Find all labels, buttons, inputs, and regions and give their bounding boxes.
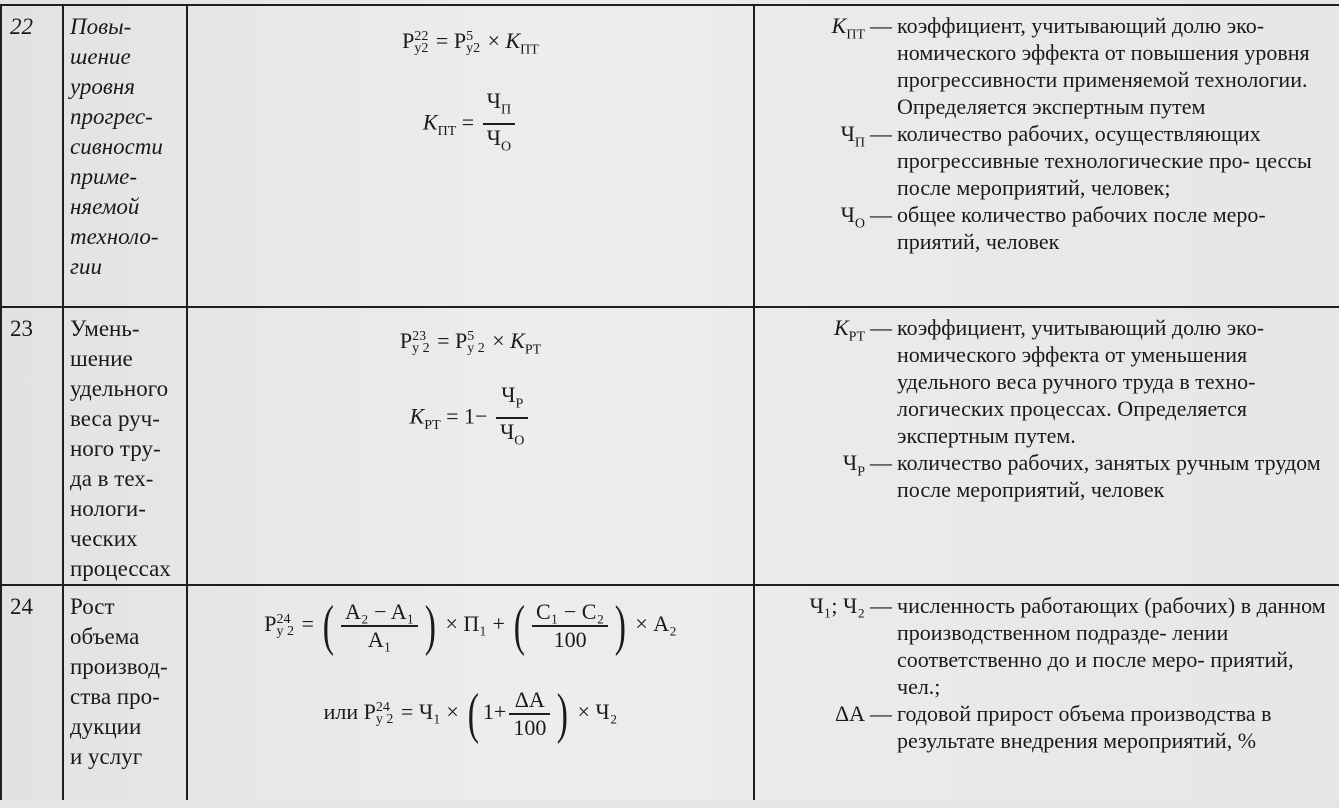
definition: $K_{ПТ}$ — коэффициент, учитывающий долю эко- номического эффекта от повышения уровня прогрессивности применяемой технологии. Определяется экспертным путем (831, 13, 1310, 119)
name-line: объема (70, 624, 140, 649)
formula-cell (187, 307, 754, 585)
formula-line: или P 24 у 2 = Ч₁ × ( 1+ $\frac{\Delta A}{100}$ ) × Ч₂ (323, 683, 618, 745)
definition: Ч₁; Ч₂ — численность работающих (рабочих) в данном производственном подразде- лении соответственно до и после меро- приятий, чел.; (809, 593, 1326, 699)
formula-table (0, 4, 1339, 804)
name-line: уровня (70, 74, 135, 99)
name-line: да в тех- (70, 466, 154, 491)
fraction: $\frac{\Delta A}{100}$ (509, 687, 550, 741)
formula-line: P 22 у2 = P 5 у2 × $K_{ПТ}$ (402, 28, 539, 58)
indicator-name (64, 6, 186, 282)
definitions-cell (754, 5, 1339, 307)
name-line: нологи- (70, 496, 146, 521)
indicator-name-cell (63, 585, 187, 803)
row-number-cell (1, 5, 63, 307)
name-line: веса руч- (70, 406, 160, 431)
name-line: приме- (70, 164, 138, 189)
row-number: 23 (10, 316, 33, 341)
formula-cell (187, 585, 754, 803)
formula-line: P 23 у 2 = P 5 у 2 × $K_{PT}$ (399, 328, 542, 358)
definition: $Ч_П$ — количество рабочих, осуществляющих прогрессивные технологические про- цессы после мероприятий, человек; (840, 121, 1312, 200)
name-line: ческих (70, 526, 138, 551)
name-line: шение (70, 44, 131, 69)
indicator-name-cell (63, 5, 187, 307)
row-number: 24 (10, 594, 33, 619)
name-line: техноло- (70, 224, 159, 249)
name-line: производ- (70, 654, 168, 679)
name-line: и услуг (70, 744, 143, 769)
row-number-cell (1, 585, 63, 803)
table-row (1, 307, 1339, 585)
name-line: процессах (70, 556, 171, 581)
indicator-name (64, 308, 186, 584)
name-line: сивности (70, 134, 163, 159)
formula-cell (187, 5, 754, 307)
fraction: $\frac{Ч_P}{Ч_O}$ (496, 382, 528, 455)
name-line: удельного (70, 376, 169, 401)
table-row (1, 585, 1339, 803)
fraction: $\frac{\text{A₂ − A₁}}{\text{A₁}}$ (341, 599, 418, 653)
name-line: Умень- (70, 316, 140, 341)
page-bottom-edge (0, 800, 1339, 808)
formula-line: $K_{ПТ}$ = $\frac{Ч_П}{Ч_О}$ (188, 88, 753, 161)
name-line: няемой (70, 194, 140, 219)
definition: ΔA — годовой прирост объема производства в результате внедрения мероприятий, % (834, 701, 1272, 753)
table-row (1, 5, 1339, 307)
row-number: 22 (10, 14, 33, 39)
row-number-cell (1, 307, 63, 585)
name-line: прогрес- (70, 104, 153, 129)
fraction: $\frac{Ч_П}{Ч_О}$ (483, 88, 515, 161)
name-line: гии (70, 254, 102, 279)
name-line: дукции (70, 714, 142, 739)
formula-line: P 24 у 2 = ( $\frac{\text{A₂ − A₁}}{\text{A₁}}$ ) × П₁ + ( $\frac{\text{C₁ − C₂}}{100}$ ) × A₂ (264, 595, 677, 657)
indicator-name-cell (63, 307, 187, 585)
name-line: ного тру- (70, 436, 161, 461)
definitions-cell (754, 585, 1339, 803)
name-line: ства про- (70, 684, 160, 709)
formula-line: $K_{PT} = 1-$ $\frac{Ч_P}{Ч_O}$ (188, 382, 753, 455)
name-line: Повы- (70, 14, 132, 39)
definitions-cell (754, 307, 1339, 585)
fraction: $\frac{\text{C₁ − C₂}}{100}$ (532, 599, 608, 653)
definition: $Ч_P$ — количество рабочих, занятых ручным трудом после мероприятий, человек (842, 450, 1321, 502)
name-line: Рост (70, 594, 115, 619)
indicator-name (64, 586, 186, 772)
name-line: шение (70, 346, 133, 371)
definition: $K_{PT}$ — коэффициент, учитывающий долю эко- номического эффекта от уменьшения удельного веса ручного труда в техно- логических процессах. Определяется экспертным путем. (833, 315, 1265, 448)
definition: $Ч_О$ — общее количество рабочих после меро- приятий, человек (840, 202, 1266, 254)
